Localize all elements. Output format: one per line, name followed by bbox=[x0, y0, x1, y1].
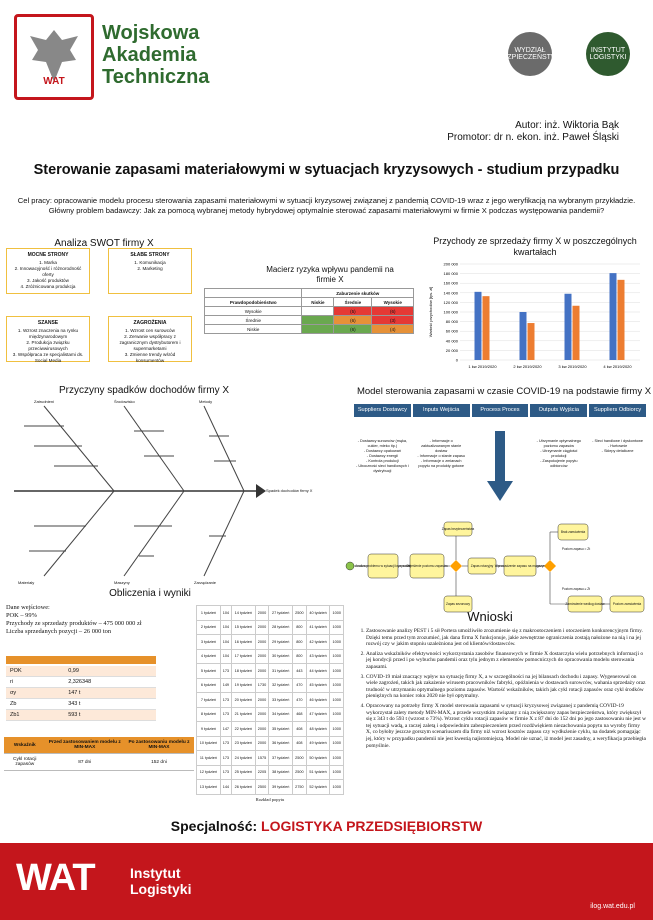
demand-cell: 45 tydzień bbox=[306, 678, 330, 693]
rotation-cycle-table: Wskaźnik Przed zastosowaniem modelu z MIN-MAX Po zastosowaniu modelu z MIN-MAX Cykl rotacji zapasów 87 dni 152 dni bbox=[4, 737, 194, 771]
demand-cell: 10 tydzień bbox=[197, 736, 221, 751]
y-tick-label: 180 000 bbox=[443, 271, 458, 277]
conclusion-item: 2. Analiza wskaźników efektywności wykorzystania zasobów finansowych w firmie X dostarczyła wielu potrzebnych informacji o jej kondycji przed i po wybuchu pandemii oraz tylu jednym z elementów pomocniczych do opracowania modelu sterowania zapasami. bbox=[366, 651, 646, 671]
demand-cell: 26 tydzień bbox=[231, 780, 255, 795]
demand-cell: 173 bbox=[220, 765, 231, 780]
demand-cell: 27 tydzień bbox=[269, 606, 293, 621]
specialty-line: Specjalność: LOGISTYKA PRZEDSIĘBIORSTW bbox=[170, 818, 483, 834]
demand-cell: 18 tydzień bbox=[231, 664, 255, 679]
swot-title: Analiza SWOT firmy X bbox=[54, 238, 154, 249]
footer-url: ilog.wat.edu.pl bbox=[590, 903, 635, 910]
demand-cell: 1000 bbox=[330, 780, 344, 795]
demand-cell: 29 tydzień bbox=[269, 635, 293, 650]
calc-table-header-bar bbox=[6, 656, 156, 664]
demand-cell: 470 bbox=[293, 678, 306, 693]
svg-text:Materiały: Materiały bbox=[18, 580, 35, 585]
university-name: Wojskowa Akademia Techniczna bbox=[102, 22, 210, 88]
bpmn-process-diagram bbox=[340, 520, 650, 620]
demand-cell: 470 bbox=[293, 693, 306, 708]
demand-cell: 2000 bbox=[255, 635, 268, 650]
x-tick-label: 4 kw 2019/2020 bbox=[603, 364, 632, 369]
bar bbox=[618, 280, 625, 360]
demand-cell: 41 tydzień bbox=[306, 620, 330, 635]
demand-cell: 36 tydzień bbox=[269, 736, 293, 751]
y-tick-label: 160 000 bbox=[443, 280, 458, 286]
demand-cell: 50 tydzień bbox=[306, 751, 330, 766]
demand-cell: 173 bbox=[220, 736, 231, 751]
demand-cell: 46 tydzień bbox=[306, 693, 330, 708]
demand-cell: 52 tydzień bbox=[306, 780, 330, 795]
demand-row bbox=[197, 736, 344, 751]
demand-cell: 51 tydzień bbox=[306, 765, 330, 780]
demand-row bbox=[197, 649, 344, 664]
demand-cell: 1 tydzień bbox=[197, 606, 221, 621]
demand-cell: 800 bbox=[293, 649, 306, 664]
demand-cell: 33 tydzień bbox=[269, 693, 293, 708]
demand-cell: 31 tydzień bbox=[269, 664, 293, 679]
demand-cell: 800 bbox=[293, 635, 306, 650]
sipoc-inputs: Inputs Wejścia - Informacje o zaktualizowanym stanie dostaw - Informacje o stanie zapasu - Informacje o zmianach popytu na produkty gotowe bbox=[413, 404, 470, 522]
demand-cell: 1000 bbox=[330, 693, 344, 708]
demand-cell: 20 tydzień bbox=[231, 693, 255, 708]
institute-seal-icon: INSTYTUT LOGISTYKI bbox=[586, 32, 630, 76]
calc-results-table: POK 0,99 ri 2,326348 σy 147 t Zb 343 t Zb1 593 t bbox=[6, 666, 156, 721]
bar bbox=[528, 323, 535, 360]
footer bbox=[0, 843, 653, 920]
y-tick-label: 40 000 bbox=[445, 338, 458, 344]
demand-cell: 173 bbox=[220, 751, 231, 766]
demand-row bbox=[197, 620, 344, 635]
svg-text:Zapas bezpieczeństwa: Zapas bezpieczeństwa bbox=[441, 527, 475, 531]
demand-cell: 173 bbox=[220, 664, 231, 679]
svg-text:Zapas rotacyjny: Zapas rotacyjny bbox=[470, 564, 494, 568]
demand-cell: 28 tydzień bbox=[269, 620, 293, 635]
demand-table-caption: Rozkład popytu bbox=[255, 797, 285, 802]
conclusion-item: 4. Opracowany na potrzeby firmy X model sterowania zapasami w sytuacji kryzysowej związanej z pandemią COVID-19 wykorzystał zalety metody MIN-MAX, a przede wszystkim związany z nią zwiększony zapas bezpieczeństwa, który zwiększył się z 343 t do 593 t (wzrost o 73%). Wzrost cyklu rotacji zapasów w firmie X z 87 dni do 152 dni po jego zastosowaniu nie jest w tej sytuacji wadą, a raczej zaletą i odpowiednim zabezpieczeniem przed rozdźwiękiem niezachowania popytu na wyroby firmy X, co byłoby jeszcze gorszym scenariuszem dla firmy niż wzrost kosztów zapasu czy wydłużenie cyklu, na dodatek pomagając jej, który w przypadku pandemii nie jest kwestią najistotniejszą. Model nie uznać, iż model jest zasadny, a weryfikacja przebiegła pomyślnie. bbox=[366, 703, 646, 749]
demand-cell: 38 tydzień bbox=[269, 765, 293, 780]
sipoc-process: Process Proces bbox=[472, 404, 529, 522]
sipoc-customers: Suppliers Odbiorcy - Sieci handlowe i dyskontowe - Hurtownie - Sklepy detaliczne bbox=[589, 404, 646, 522]
svg-text:Poziom zapasu ≥ Zt: Poziom zapasu ≥ Zt bbox=[561, 587, 591, 591]
demand-cell: 1000 bbox=[330, 664, 344, 679]
demand-cell: 147 bbox=[220, 722, 231, 737]
demand-cell: 1000 bbox=[330, 678, 344, 693]
demand-cell: 408 bbox=[293, 736, 306, 751]
bar bbox=[610, 273, 617, 360]
bpmn-start-event bbox=[346, 562, 354, 570]
demand-cell: 2000 bbox=[255, 722, 268, 737]
demand-cell: 24 tydzień bbox=[231, 751, 255, 766]
svg-text:Zapas sezonowy: Zapas sezonowy bbox=[446, 602, 470, 606]
svg-text:Spadek dochodów firmy X: Spadek dochodów firmy X bbox=[266, 488, 313, 493]
y-tick-label: 140 000 bbox=[443, 290, 458, 296]
demand-cell: 9 tydzień bbox=[197, 722, 221, 737]
demand-cell: 1000 bbox=[330, 722, 344, 737]
demand-cell: 8 tydzień bbox=[197, 707, 221, 722]
fishbone-diagram bbox=[4, 396, 313, 586]
x-tick-label: 3 kw 2019/2020 bbox=[558, 364, 587, 369]
demand-cell: 104 bbox=[220, 649, 231, 664]
demand-cell: 1000 bbox=[330, 751, 344, 766]
svg-text:Zatrudnieni: Zatrudnieni bbox=[34, 399, 55, 404]
demand-cell: 11 tydzień bbox=[197, 751, 221, 766]
demand-cell: 2500 bbox=[293, 751, 306, 766]
demand-cell: 44 tydzień bbox=[306, 664, 330, 679]
demand-cell: 800 bbox=[293, 620, 306, 635]
demand-cell: 468 bbox=[293, 707, 306, 722]
x-tick-label: 2 kw 2019/2020 bbox=[513, 364, 542, 369]
demand-cell: 173 bbox=[220, 693, 231, 708]
fishbone-title: Przyczyny spadków dochodów firmy X bbox=[58, 385, 230, 396]
demand-cell: 48 tydzień bbox=[306, 722, 330, 737]
conclusions-title: Wnioski bbox=[467, 609, 513, 624]
y-tick-label: 0 bbox=[455, 357, 458, 363]
demand-row bbox=[197, 693, 344, 708]
y-axis-label: Wartość przychodów [tys. zł] bbox=[428, 286, 433, 338]
research-goal: Cel pracy: opracowanie modelu procesu sterowania zapasami materiałowymi w sytuacji kryzysowej związanej z pandemią COVID-19 wraz z jego weryfikacją na wybranym przykładzie. Główny problem badawczy: Jak za pomocą wybranej metody hybrydowej optymalnie sterować zapasami materiałowymi w firmie X podczas występowania pandemii? bbox=[17, 196, 636, 215]
demand-cell: 21 tydzień bbox=[231, 707, 255, 722]
demand-row bbox=[197, 722, 344, 737]
demand-cell: 2 tydzień bbox=[197, 620, 221, 635]
demand-cell: 34 tydzień bbox=[269, 707, 293, 722]
x-tick-label: 1 kw 2019/2020 bbox=[468, 364, 497, 369]
demand-cell: 2000 bbox=[255, 664, 268, 679]
demand-cell: 1000 bbox=[330, 620, 344, 635]
y-tick-label: 60 000 bbox=[445, 328, 458, 334]
svg-text:Zarządzanie: Zarządzanie bbox=[194, 580, 217, 585]
demand-cell: 1000 bbox=[330, 649, 344, 664]
demand-row bbox=[197, 664, 344, 679]
demand-cell: 104 bbox=[220, 635, 231, 650]
demand-cell: 2500 bbox=[293, 606, 306, 621]
demand-cell: 39 tydzień bbox=[269, 780, 293, 795]
svg-text:Metody: Metody bbox=[199, 399, 213, 404]
conclusion-item: 3. COVID-19 miał znaczący wpływ na sytuację firmy X, a w szczególności na jej bilansach dochodu i zapasy. Wygenerowal on wiele zagrożeń, takich jak zakażenie wirusem pracowników fabryki, opóźnienia w dostawach surowców, wahania sprzedaży oraz trudność w utrzymaniu optymalnego poziomu zapasów. Wartość wskaźników, takich jak cykl rotacji zapasów oraz cykl środków pieniężnych na koniec roku 2020 nie był optymalny. bbox=[366, 674, 646, 700]
svg-text:Poziom zamówienia: Poziom zamówienia bbox=[612, 602, 642, 606]
demand-cell: 42 tydzień bbox=[306, 635, 330, 650]
calc-input-data: Dane wejściowe: POK – 99% Przychody ze sprzedaży produktów – 475 000 000 zł Liczba sprzedanych pozycji – 26 000 ton bbox=[6, 604, 142, 635]
demand-cell: 2500 bbox=[255, 780, 268, 795]
demand-cell: 13 tydzień bbox=[197, 780, 221, 795]
demand-cell: 16 tydzień bbox=[231, 635, 255, 650]
demand-cell: 23 tydzień bbox=[231, 736, 255, 751]
demand-cell: 14 tydzień bbox=[231, 606, 255, 621]
demand-cell: 149 bbox=[220, 678, 231, 693]
demand-row bbox=[197, 606, 344, 621]
demand-row bbox=[197, 707, 344, 722]
demand-cell: 2000 bbox=[255, 707, 268, 722]
demand-cell: 32 tydzień bbox=[269, 678, 293, 693]
bar bbox=[475, 292, 482, 360]
revenue-bar-chart bbox=[424, 258, 646, 378]
demand-cell: 1000 bbox=[330, 765, 344, 780]
footer-institute: Instytut Logistyki bbox=[130, 865, 192, 897]
demand-cell: 2000 bbox=[255, 620, 268, 635]
bar bbox=[573, 306, 580, 360]
demand-row bbox=[197, 635, 344, 650]
demand-cell: 144 bbox=[220, 780, 231, 795]
demand-cell: 30 tydzień bbox=[269, 649, 293, 664]
demand-distribution-table bbox=[196, 605, 344, 795]
footer-wat-logo: WAT bbox=[16, 857, 95, 899]
svg-text:Brak zamówienia: Brak zamówienia bbox=[560, 530, 586, 534]
demand-cell: 2000 bbox=[255, 606, 268, 621]
demand-row bbox=[197, 751, 344, 766]
demand-cell: 25 tydzień bbox=[231, 765, 255, 780]
demand-cell: 173 bbox=[220, 707, 231, 722]
eagle-icon bbox=[24, 24, 84, 90]
demand-cell: 2000 bbox=[255, 649, 268, 664]
demand-cell: 2750 bbox=[293, 780, 306, 795]
y-tick-label: 80 000 bbox=[445, 319, 458, 325]
y-tick-label: 120 000 bbox=[443, 299, 458, 305]
demand-cell: 37 tydzień bbox=[269, 751, 293, 766]
demand-cell: 2500 bbox=[293, 765, 306, 780]
svg-text:Zamówienie według dostaw: Zamówienie według dostaw bbox=[565, 602, 605, 606]
demand-cell: 2205 bbox=[255, 765, 268, 780]
svg-text:WAT: WAT bbox=[43, 76, 65, 87]
calc-title: Obliczenia i wyniki bbox=[109, 588, 191, 599]
y-tick-label: 200 000 bbox=[443, 261, 458, 267]
demand-cell: 443 bbox=[293, 664, 306, 679]
demand-row bbox=[197, 678, 344, 693]
conclusions-list bbox=[356, 628, 646, 752]
demand-cell: 7 tydzień bbox=[197, 693, 221, 708]
conclusion-item: 1. Zastosowanie analizy PEST i 5 sił Portera umożliwiło zrozumienie się z makrootoczeniem i otoczeniem konkurencyjnym firmy. Dzięki temu przed tym zrozumieć, jak dana firma X funkcjonuje, jakie zewnętrzne ograniczenia zostają nałożone na nią i na jej rozwój czy w jakim stopniu uzależniona jest od klientów/dostawców. bbox=[366, 628, 646, 648]
demand-cell: 5 tydzień bbox=[197, 664, 221, 679]
svg-text:Wprowadzenie zapasu na magazyn: Wprowadzenie zapasu na magazyn bbox=[494, 564, 546, 568]
demand-cell: 47 tydzień bbox=[306, 707, 330, 722]
chart-title: Przychody ze sprzedaży firmy X w poszczególnych kwartałach bbox=[433, 236, 637, 257]
swot-opportunities: SZANSE 1. Wzrost znaczenia na rynku międzynarodowym 2. Produkcja związku przeciwwirusowych 3. Współpraca ze specjalistami ds. Social Media bbox=[6, 316, 90, 362]
demand-cell: 3 tydzień bbox=[197, 635, 221, 650]
page-title: Sterowanie zapasami materiałowymi w sytuacjach kryzysowych - studium przypadku bbox=[33, 162, 620, 178]
demand-cell: 40 tydzień bbox=[306, 606, 330, 621]
bar bbox=[520, 312, 527, 360]
bar bbox=[565, 294, 572, 360]
sipoc-suppliers: Suppliers Dostawcy - Dostawcy surowców (mąka, cukier, mleko itp.) - Dostawcy opakowań - Dostawcy energii - Kontrola produkcji - Uboczność sieci handlowych i dystrybucji bbox=[354, 404, 411, 522]
swot-weaknesses: SŁABE STRONY 1. Komunikacja 2. Marketing bbox=[108, 248, 192, 294]
author-block: Autor: inż. Wiktoria Bąk Promotor: dr n. ekon. inż. Paweł Śląski bbox=[447, 120, 619, 143]
demand-cell: 35 tydzień bbox=[269, 722, 293, 737]
demand-row bbox=[197, 765, 344, 780]
model-title: Model sterowania zapasami w czasie COVID-19 na podstawie firmy X bbox=[356, 386, 652, 397]
wat-logo bbox=[14, 14, 94, 100]
risk-matrix-title: Macierz ryzyka wpływu pandemii na firmie X bbox=[266, 265, 394, 284]
demand-cell: 1730 bbox=[255, 678, 268, 693]
swot-strengths: MOCNE STRONY 1. Marka 2. Innowacyjność i różnorodność oferty 3. Jakość produktów 4. Zróżnicowana produkcja bbox=[6, 248, 90, 294]
y-tick-label: 20 000 bbox=[445, 347, 458, 353]
demand-cell: 1000 bbox=[330, 736, 344, 751]
demand-cell: 1575 bbox=[255, 751, 268, 766]
demand-cell: 104 bbox=[220, 606, 231, 621]
svg-text:Analiza problemu w sytuacji kr: Analiza problemu w sytuacji kryzysowej bbox=[355, 564, 411, 568]
demand-cell: 104 bbox=[220, 620, 231, 635]
y-tick-label: 100 000 bbox=[443, 309, 458, 315]
arrow-down-icon bbox=[485, 431, 515, 503]
demand-cell: 408 bbox=[293, 722, 306, 737]
faculty-seal-icon: WYDZIAŁ BEZPIECZEŃSTWA bbox=[508, 32, 552, 76]
demand-cell: 6 tydzień bbox=[197, 678, 221, 693]
demand-cell: 43 tydzień bbox=[306, 649, 330, 664]
demand-cell: 49 tydzień bbox=[306, 736, 330, 751]
demand-cell: 4 tydzień bbox=[197, 649, 221, 664]
demand-cell: 22 tydzień bbox=[231, 722, 255, 737]
bar bbox=[483, 296, 490, 360]
svg-text:Określenie poziomu zapasów: Określenie poziomu zapasów bbox=[406, 564, 448, 568]
svg-text:Maszyny: Maszyny bbox=[114, 580, 130, 585]
demand-cell: 12 tydzień bbox=[197, 765, 221, 780]
demand-cell: 1000 bbox=[330, 635, 344, 650]
demand-cell: 2000 bbox=[255, 736, 268, 751]
demand-row bbox=[197, 780, 344, 795]
demand-cell: 1000 bbox=[330, 606, 344, 621]
demand-cell: 15 tydzień bbox=[231, 620, 255, 635]
risk-matrix: Zaburzenie skutków Prawdopodobieństwo Niskie Średnie Wysokie Wysokie (5) (6) Średnie (6) (3) Niskie (6) (4) bbox=[204, 288, 414, 334]
svg-text:Środowisko: Środowisko bbox=[114, 399, 135, 404]
demand-cell: 17 tydzień bbox=[231, 649, 255, 664]
demand-cell: 19 tydzień bbox=[231, 678, 255, 693]
swot-threats: ZAGROŻENIA 1. Wzrost cen surowców 2. Zerwanie współpracy z zagranicznym dystrybutorem i supermarketami 3. Zmienne trendy wśród konsumentów bbox=[108, 316, 192, 362]
svg-text:Poziom zapasu = Zt: Poziom zapasu = Zt bbox=[561, 547, 591, 551]
sipoc-model bbox=[354, 404, 646, 522]
sipoc-outputs: Outputs Wyjścia - Utrzymanie optymalnego poziomu zapasów - Utrzymanie ciągłości produkcji - Zaspokojenie popytu odbiorców bbox=[530, 404, 587, 522]
demand-cell: 1000 bbox=[330, 707, 344, 722]
demand-cell: 2000 bbox=[255, 693, 268, 708]
